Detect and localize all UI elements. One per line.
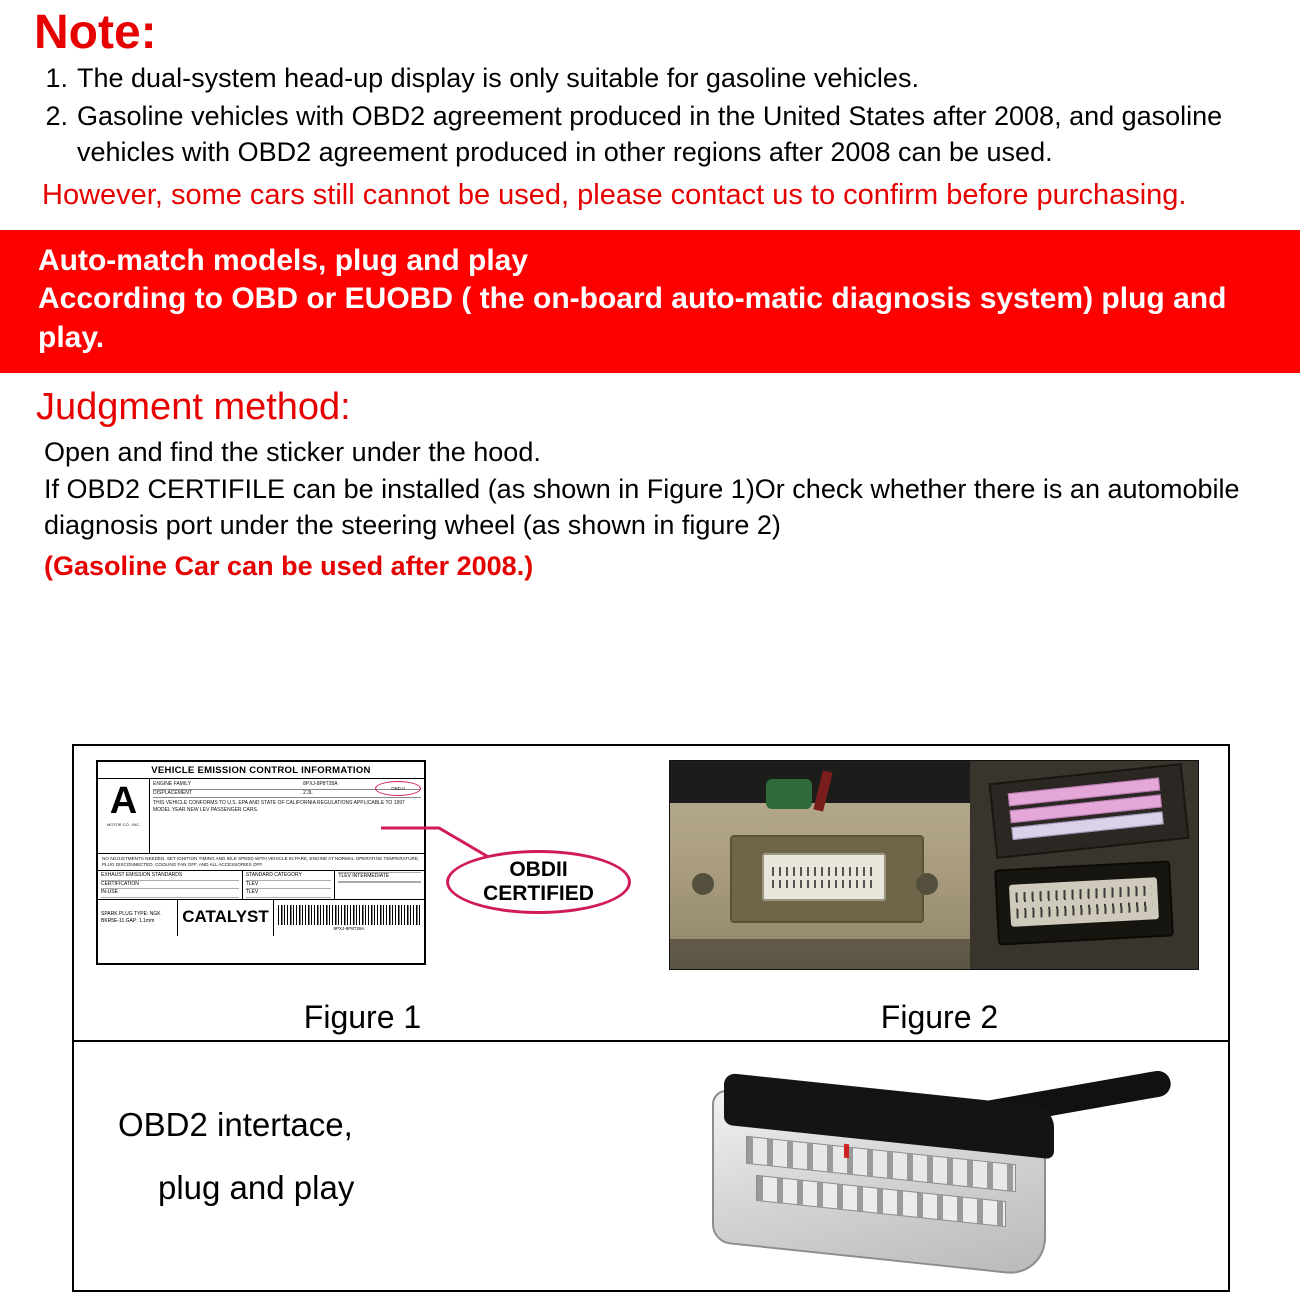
photo-fuse-box: [989, 763, 1190, 859]
emission-lower-cell: IN-USE: [101, 889, 239, 898]
emission-notes-text: NO ADJUSTMENTS NEEDED. SET IGNITION TIMING AND IDLE SPEED WITH VEHICLE IN PARK, ENGINE AT NORMAL OPERATING TEMPERATURE, PLUG DISCONNECTED, COOLING FAN OFF, AND ALL ACCESSORIES OFF.: [98, 854, 424, 871]
photo-obd2-pins-bottom: [1016, 901, 1152, 918]
plug-red-marker: [844, 1144, 849, 1159]
note-item-number: 1.: [45, 63, 68, 94]
figure-1-cell: [74, 746, 651, 1040]
diagnostic-port-photo: [669, 760, 1199, 970]
obd-interface-line-2: plug and play: [158, 1168, 355, 1206]
note-item-text: Gasoline vehicles with OBD2 agreement produced in the United States after 2008, and gasoline vehicles with OBD2 agreement produced in other regions after 2008 can be used.: [77, 100, 1223, 167]
emission-lower-cell: [338, 882, 421, 883]
emission-spec-label: DISPLACEMENT: [153, 789, 192, 796]
judgment-title: Judgment method:: [36, 386, 351, 429]
emission-spec-value: 2.3L: [303, 789, 313, 796]
note-section: [0, 0, 1300, 214]
emission-lower-cell: STANDARD CATEGORY: [246, 872, 332, 881]
callout-line-1: OBDII: [509, 858, 568, 882]
note-item-number: 2.: [45, 100, 68, 131]
photo-obd2-port-inner: [1009, 877, 1159, 927]
photo-bolt-left: [692, 873, 714, 895]
photo-obd2-port: [994, 860, 1174, 945]
figure-2-cell: [651, 746, 1228, 1040]
photo-left-half: [670, 761, 970, 969]
red-banner: [0, 230, 1300, 373]
spark-plug-info: SPARK PLUG TYPE: NGK BKR5E-11 GAP: 1.1mm: [98, 900, 178, 936]
emission-lower-col-2: [243, 871, 336, 899]
judgment-line-1: Open and find the sticker under the hood.: [44, 436, 541, 467]
figure-2-caption: Figure 2: [880, 999, 999, 1035]
emission-label-middle: [98, 779, 424, 854]
barcode-code: 8PXJ-8P8T28A: [333, 925, 365, 931]
note-warning-text: However, some cars still cannot be used, please contact us to confirm before purchasing.: [42, 178, 1187, 211]
emission-conformance-text: THIS VEHICLE CONFORMS TO U.S. EPA AND STATE OF CALIFORNIA REGULATIONS APPLICABLE TO 1997 MODEL YEAR NEW LEV PASSENGER CARS.: [153, 800, 405, 814]
emission-lower-cell: TLEV: [246, 881, 332, 890]
catalyst-label: CATALYST: [178, 900, 274, 936]
emission-lower-cell: CERTIFICATION: [101, 881, 239, 890]
photo-connector-pins-bottom: [772, 880, 876, 888]
obd-interface-text: [118, 1094, 354, 1219]
emission-grade-note: MOTOR CO., INC.: [106, 822, 141, 827]
photo-green-component: [766, 779, 812, 809]
emission-label-image: [96, 760, 426, 965]
note-item: [34, 98, 1282, 170]
obdii-certified-callout: [446, 850, 631, 914]
emission-lower-table: [98, 871, 424, 900]
judgment-line-3: (Gasoline Car can be used after 2008.): [44, 550, 534, 581]
callout-line-2: CERTIFIED: [483, 882, 594, 905]
judgment-section: [0, 373, 1300, 584]
figure-row-top: [74, 746, 1228, 1042]
emission-spec-value: 8PXJ-8P8T28A: [303, 781, 338, 787]
banner-line-2: According to OBD or EUOBD ( the on-board auto-matic diagnosis system) plug and play.: [38, 282, 1227, 354]
photo-right-half: [970, 761, 1198, 969]
emission-grade-letter: A: [109, 780, 138, 822]
emission-lower-col-3: [335, 871, 424, 899]
note-item-text: The dual-system head-up display is only suitable for gasoline vehicles.: [77, 63, 919, 94]
figure-box: [72, 744, 1230, 1292]
emission-label-title: VEHICLE EMISSION CONTROL INFORMATION: [98, 762, 424, 779]
emission-specs: [150, 779, 424, 853]
banner-line-1: Auto-match models, plug and play: [38, 244, 529, 278]
note-title: Note:: [34, 6, 157, 59]
emission-lower-col-1: [98, 871, 243, 899]
emission-lower-cell: TLEV: [246, 889, 332, 898]
photo-obd-connector: [762, 853, 886, 901]
photo-connector-pins-top: [772, 867, 876, 876]
obd-interface-line-1: OBD2 intertace,: [118, 1106, 353, 1143]
photo-bolt-right: [916, 873, 938, 895]
obdii-certified-marker: OBD II: [375, 781, 421, 796]
figure-row-bottom: [74, 1042, 1228, 1290]
barcode-bars: [278, 905, 420, 925]
photo-obd2-pins-top: [1015, 885, 1151, 902]
photo-shadow: [670, 939, 970, 969]
emission-grade-block: [98, 779, 150, 853]
note-list: [34, 60, 1282, 170]
emission-lower-cell: TLEV INTERMEDIATE: [338, 873, 421, 882]
note-item: [34, 60, 1282, 96]
figure-1-caption: Figure 1: [303, 999, 422, 1035]
emission-spec-label: ENGINE FAMILY: [153, 781, 191, 787]
emission-bottom-row: [98, 900, 424, 936]
obd2-plug-image: [694, 1076, 1164, 1276]
emission-lower-cell: EXHAUST EMISSION STANDARDS: [101, 872, 239, 881]
judgment-line-2: If OBD2 CERTIFILE can be installed (as shown in Figure 1)Or check whether there is an automobile diagnosis port under the steering wheel (as shown in figure 2): [44, 473, 1240, 540]
barcode: [274, 900, 424, 936]
